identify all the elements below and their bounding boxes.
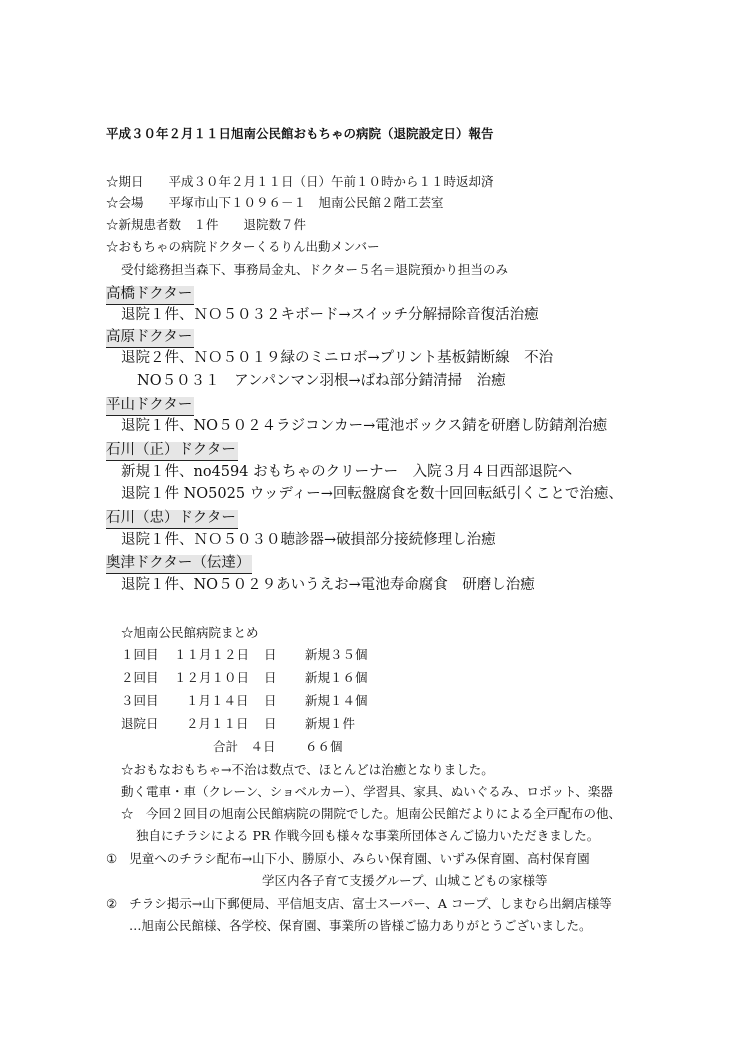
summary-total-count: ６６個: [305, 739, 343, 754]
summary-count: 新規１４個: [305, 693, 368, 708]
doctor-name: 石川（忠）ドクター: [106, 510, 238, 529]
item-number: ①: [106, 851, 118, 866]
doctor-line: 新規１件、no4594 おもちゃのクリーナー 入院３月４日西部退院へ: [121, 464, 573, 480]
summary-label: ２回目: [121, 670, 159, 685]
doctor-header-okutsu: [106, 555, 252, 574]
item-text: 児童へのチラシ配布→山下小、勝原小、みらい保育園、いずみ保育園、高村保育園: [129, 851, 590, 866]
patients-line: ☆新規患者数 １件 退院数７件: [106, 217, 307, 232]
doctor-header-hirayama: [106, 397, 194, 416]
summary-date: ２月１１日: [186, 716, 249, 731]
item-number: ②: [106, 896, 118, 911]
doctor-line: 退院１件 NO5025 ウッディー→回転盤腐食を数十回回転紙引くことで治癒、: [121, 486, 623, 502]
note-line: ☆ 今回２回目の旭南公民館病院の開院でした。旭南公民館だよりによる全戸配布の他、: [121, 806, 622, 821]
summary-date: １１月１２日: [174, 647, 250, 662]
note-line: 動く電車・車（クレーン、ショベルカー）、学習具、家具、ぬいぐるみ、ロボット、楽器: [121, 784, 613, 799]
summary-day: 日: [264, 647, 277, 662]
doctor-line: NO５０３１ アンパンマン羽根→ばね部分錆清掃 治癒: [137, 373, 506, 389]
note-line: 独自にチラシによる PR 作戦今回も様々な事業所団体さんご協力いただきました。: [136, 828, 600, 843]
doctor-header-ishikawa-tada: [106, 510, 238, 529]
summary-date: １２月１０日: [174, 670, 250, 685]
doctor-header-ishikawa-masa: [106, 442, 238, 461]
summary-day: 日: [264, 670, 277, 685]
doctor-line: 退院１件、ＮＯ５０３０聴診器→破損部分接続修理し治癒: [121, 532, 496, 548]
doctor-name: 高原ドクター: [106, 329, 194, 348]
summary-total-label: 合計 ４日: [213, 739, 276, 754]
summary-label: ３回目: [121, 693, 159, 708]
doctor-line: 退院１件、NO５０２９あいうえお→電池寿命腐食 研磨し治癒: [121, 577, 535, 593]
summary-date: １月１４日: [186, 693, 249, 708]
summary-day: 日: [264, 716, 277, 731]
doctor-line: 退院２件、ＮＯ５０１９緑のミニロボ→プリント基板錆断線 不治: [121, 350, 554, 366]
report-title: 平成３０年２月１１日旭南公民館おもちゃの病院（退院設定日）報告: [106, 126, 494, 141]
summary-count: 新規１件: [305, 716, 356, 731]
summary-heading: ☆旭南公民館病院まとめ: [121, 625, 259, 640]
members-heading: ☆おもちゃの病院ドクターくるりん出動メンバー: [106, 239, 380, 254]
summary-label: 退院日: [121, 716, 159, 731]
doctor-header-takahashi: [106, 286, 194, 305]
doctor-line: 退院１件、ＮＯ５０３２キボード→スイッチ分解掃除音復活治癒: [121, 307, 539, 323]
doctor-name: 平山ドクター: [106, 397, 194, 416]
item-continuation: …旭南公民館様、各学校、保育園、事業所の皆様ご協力ありがとうございました。: [129, 918, 592, 933]
numbered-item: [106, 853, 590, 866]
summary-count: 新規３５個: [305, 647, 368, 662]
item-text: チラシ掲示→山下郵便局、平信旭支店、富士スーパー、A コープ、しまむら出網店様等: [129, 896, 612, 911]
members-detail: 受付総務担当森下、事務局金丸、ドクター５名＝退院預かり担当のみ: [121, 262, 509, 277]
doctor-name: 奥津ドクター（伝達）: [106, 555, 252, 574]
note-line: ☆おもなおもちゃ→不治は数点で、ほとんどは治癒となりました。: [121, 762, 494, 777]
period-line: ☆期日 平成３０年２月１１日（日）午前１０時から１１時返却済: [106, 174, 494, 189]
numbered-item: [106, 898, 612, 911]
item-continuation: 学区内各子育て支援グループ、山城こどもの家様等: [262, 873, 548, 888]
doctor-name: 石川（正）ドクター: [106, 442, 238, 461]
doctor-header-takahara: [106, 329, 194, 348]
doctor-line: 退院１件、NO５０２４ラジコンカー→電池ボックス錆を研磨し防錆剤治癒: [121, 418, 608, 434]
summary-day: 日: [264, 693, 277, 708]
summary-count: 新規１６個: [305, 670, 368, 685]
doctor-name: 高橋ドクター: [106, 286, 194, 305]
summary-label: １回目: [121, 647, 159, 662]
venue-line: ☆会場 平塚市山下１０９６－１ 旭南公民館２階工芸室: [106, 195, 444, 210]
